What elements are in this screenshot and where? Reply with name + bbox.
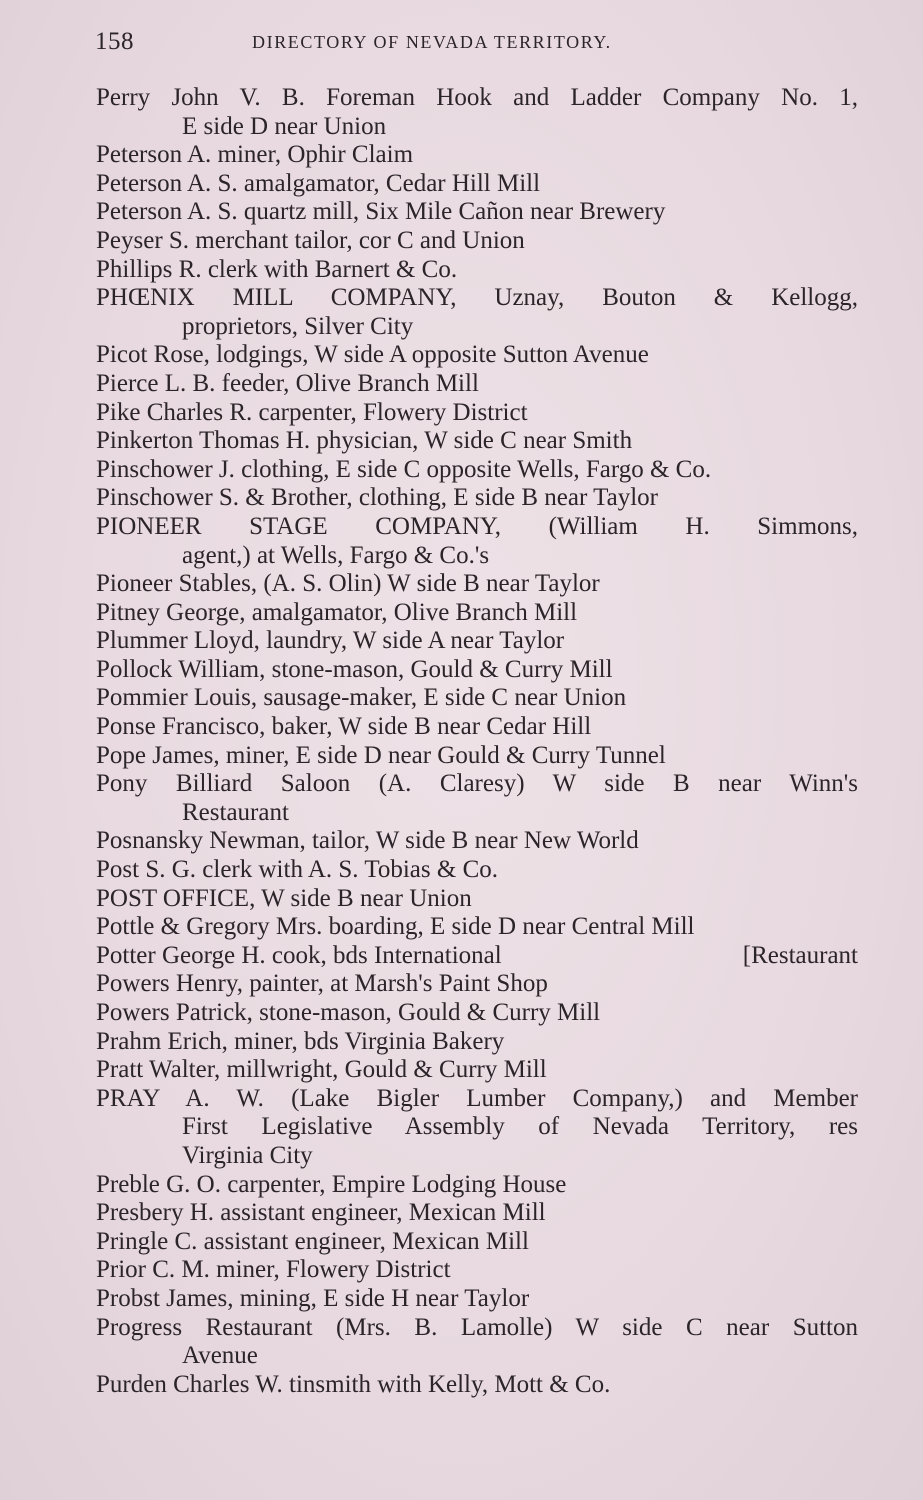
- directory-entry: [96, 484, 858, 513]
- entry-text: Potter George H. cook, bds International: [96, 941, 502, 969]
- entry-line: Pitney George, amalgamator, Olive Branch Mill: [96, 598, 578, 626]
- directory-entry: [96, 1171, 858, 1200]
- entry-line: Peterson A. S. amalgamator, Cedar Hill Mill: [96, 169, 541, 197]
- directory-entry: [96, 513, 858, 570]
- directory-entry: [96, 1085, 858, 1171]
- directory-entry: [96, 570, 858, 599]
- directory-entry: [96, 1314, 858, 1371]
- entry-line: PHŒNIX MILL COMPANY, Uznay, Bouton & Kellogg,: [96, 284, 858, 312]
- entry-continuation-line: First Legislative Assembly of Nevada Territory, res: [182, 1113, 858, 1141]
- entry-continuation-line: proprietors, Silver City: [182, 312, 414, 340]
- directory-entry: [96, 198, 858, 227]
- entry-continuation-line: Restaurant: [182, 798, 289, 826]
- page-header: [95, 28, 865, 60]
- entry-line: Powers Patrick, stone-mason, Gould & Curry Mill: [96, 999, 601, 1026]
- directory-entry: [96, 1056, 858, 1085]
- directory-entry: [96, 284, 858, 341]
- entry-line: Pinschower S. & Brother, clothing, E side B near Taylor: [96, 484, 658, 512]
- entry-line: Pommier Louis, sausage-maker, E side C near Union: [96, 684, 627, 712]
- directory-entry: [96, 1285, 858, 1314]
- entry-line: Phillips R. clerk with Barnert & Co.: [96, 255, 458, 283]
- directory-entry: [96, 1199, 858, 1228]
- entry-continuation-line: agent,) at Wells, Fargo & Co.'s: [182, 541, 490, 569]
- page-number: 158: [95, 28, 134, 55]
- entry-line: Pringle C. assistant engineer, Mexican Mill: [96, 1227, 529, 1255]
- directory-entry: [96, 399, 858, 428]
- directory-entry: [96, 256, 858, 285]
- directory-entry: [96, 1028, 858, 1057]
- directory-entry: [96, 684, 858, 713]
- directory-entry: [96, 599, 858, 628]
- directory-entry: [96, 627, 858, 656]
- entry-line: Probst James, mining, E side H near Taylor: [96, 1284, 530, 1312]
- entry-line: Powers Henry, painter, at Marsh's Paint Shop: [96, 970, 548, 998]
- entry-line: Picot Rose, lodgings, W side A opposite Sutton Avenue: [96, 341, 649, 369]
- entry-line: Posnansky Newman, tailor, W side B near New World: [96, 827, 639, 855]
- entry-line: Post S. G. clerk with A. S. Tobias & Co.: [96, 856, 498, 884]
- entry-continuation-line: Avenue: [182, 1342, 258, 1370]
- entry-line: Pike Charles R. carpenter, Flowery District: [96, 398, 528, 426]
- directory-entry: [96, 170, 858, 199]
- directory-entry: [96, 999, 858, 1028]
- directory-entry-list: [96, 84, 858, 1399]
- entry-line: POST OFFICE, W side B near Union: [96, 884, 472, 912]
- directory-entry: [96, 656, 858, 685]
- entry-line: Pioneer Stables, (A. S. Olin) W side B near Taylor: [96, 570, 600, 598]
- entry-line: Peterson A. S. quartz mill, Six Mile Cañon near Brewery: [96, 198, 666, 226]
- entry-line: PRAY A. W. (Lake Bigler Lumber Company,) and Member: [96, 1084, 858, 1112]
- entry-line: Presbery H. assistant engineer, Mexican Mill: [96, 1199, 546, 1227]
- directory-entry: [96, 141, 858, 170]
- entry-carryover-note: [Restaurant: [742, 941, 858, 969]
- entry-line: Pinkerton Thomas H. physician, W side C near Smith: [96, 427, 633, 455]
- directory-entry: [96, 742, 858, 771]
- entry-line: Pony Billiard Saloon (A. Claresy) W side B near Winn's: [96, 770, 858, 798]
- directory-entry: [96, 885, 858, 914]
- entry-line: Pottle & Gregory Mrs. boarding, E side D near Central Mill: [96, 913, 695, 941]
- entry-line: Prahm Erich, miner, bds Virginia Bakery: [96, 1027, 505, 1055]
- entry-line: Pope James, miner, E side D near Gould & Curry Tunnel: [96, 741, 666, 769]
- entry-line: PIONEER STAGE COMPANY, (William H. Simmons,: [96, 512, 858, 540]
- entry-line: Pierce L. B. feeder, Olive Branch Mill: [96, 369, 479, 397]
- directory-entry: [96, 1256, 858, 1285]
- directory-entry: [96, 942, 858, 971]
- directory-entry: [96, 227, 858, 256]
- entry-line: Perry John V. B. Foreman Hook and Ladder Company No. 1,: [96, 84, 858, 111]
- directory-entry: [96, 1371, 858, 1400]
- directory-entry: [96, 856, 858, 885]
- directory-entry: [96, 1228, 858, 1257]
- entry-continuation-line: Virginia City: [182, 1141, 313, 1169]
- directory-entry: [96, 913, 858, 942]
- directory-entry: [96, 770, 858, 827]
- entry-line: Plummer Lloyd, laundry, W side A near Taylor: [96, 627, 565, 655]
- directory-entry: [96, 970, 858, 999]
- directory-entry: [96, 713, 858, 742]
- entry-line: Pratt Walter, millwright, Gould & Curry Mill: [96, 1056, 547, 1084]
- entry-continuation-line: E side D near Union: [182, 112, 387, 140]
- directory-entry: [96, 341, 858, 370]
- directory-entry: [96, 84, 858, 141]
- directory-entry: [96, 427, 858, 456]
- entry-line: Peterson A. miner, Ophir Claim: [96, 141, 414, 169]
- directory-entry: [96, 370, 858, 399]
- entry-line: [96, 942, 858, 971]
- entry-line: Pollock William, stone-mason, Gould & Curry Mill: [96, 655, 613, 683]
- running-head: DIRECTORY OF NEVADA TERRITORY.: [252, 32, 612, 52]
- entry-line: Peyser S. merchant tailor, cor C and Union: [96, 226, 525, 254]
- entry-line: Progress Restaurant (Mrs. B. Lamolle) W side C near Sutton: [96, 1313, 858, 1341]
- entry-line: Pinschower J. clothing, E side C opposite Wells, Fargo & Co.: [96, 455, 712, 483]
- entry-line: Purden Charles W. tinsmith with Kelly, Mott & Co.: [96, 1370, 611, 1398]
- directory-entry: [96, 827, 858, 856]
- entry-line: Ponse Francisco, baker, W side B near Cedar Hill: [96, 713, 592, 741]
- directory-entry: [96, 456, 858, 485]
- entry-line: Preble G. O. carpenter, Empire Lodging House: [96, 1170, 567, 1198]
- entry-line: Prior C. M. miner, Flowery District: [96, 1256, 451, 1284]
